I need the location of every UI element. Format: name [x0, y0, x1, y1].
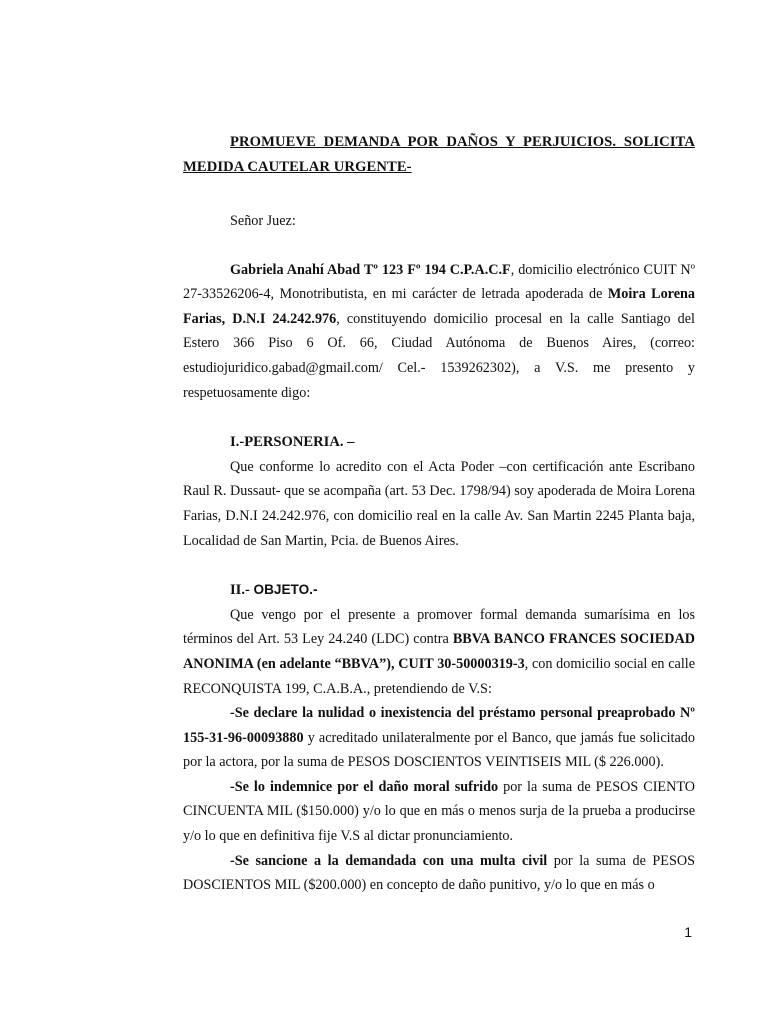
document-page [183, 130, 695, 898]
section-heading-objeto [183, 578, 695, 603]
claim-item-3-text: por la suma de PESOS DOSCIENTOS MIL ($200.000) en concepto de daño punitivo, y/o lo que en más o [183, 852, 695, 894]
claim-item-3-bold: -Se sancione a la demandada con una multa civil [230, 852, 548, 869]
objeto-text-1: Que vengo por el presente a promover formal demanda sumarísima en los términos del Art. 53 Ley 24.240 (LDC) contra [183, 606, 695, 648]
lawyer-name: Gabriela Anahí Abad Tº 123 Fº 194 C.P.A.C.F [230, 261, 511, 278]
claim-item-1 [183, 701, 695, 775]
personeria-paragraph: Que conforme lo acredito con el Acta Poder –con certificación ante Escribano Raul R. Dussaut- que se acompaña (art. 53 Dec. 1798/94) soy apoderada de Moira Lorena Farias, D.N.I 24.242.976, con domicilio real en la calle Av. San Martin 2245 Planta baja, Localidad de San Martin, Pcia. de Buenos Aires. [183, 458, 695, 549]
claim-item-2-bold: -Se lo indemnice por el daño moral sufrido [230, 778, 499, 795]
section-heading-personeria: I.-PERSONERIA. – [230, 434, 355, 451]
objeto-text-2: , con domicilio social en calle RECONQUISTA 199, C.A.B.A., pretendiendo de V.S: [183, 655, 695, 697]
client-name: Moira Lorena Farias, D.N.I 24.242.976 [183, 286, 695, 327]
claim-item-1-text: y acreditado unilateralmente por el Banco, que jamás fue solicitado por la actora, por la suma de PESOS DOSCIENTOS VEINTISEIS MIL ($ 226.000). [183, 729, 695, 771]
defendant-name: BBVA BANCO FRANCES SOCIEDAD ANONIMA (en adelante “BBVA”), CUIT 30-50000319-3 [183, 631, 695, 672]
document-title: PROMUEVE DEMANDA POR DAÑOS Y PERJUICIOS. SOLICITA MEDIDA CAUTELAR URGENTE- [183, 134, 695, 175]
intro-paragraph [183, 258, 695, 406]
claim-item-2 [183, 775, 695, 849]
page-number: 1 [684, 924, 692, 940]
claim-item-3 [183, 849, 695, 898]
intro-text-2: , constituyendo domicilio procesal en la calle Santiago del Estero 366 Piso 6 Of. 66, Ciudad Autónoma de Buenos Aires, (correo: estudiojuridico.gabad@gmail.com/ Cel.- 1539262302), a V.S. me presento y respetuosamente digo: [183, 310, 695, 401]
intro-text-1: , domicilio electrónico CUIT Nº 27-33526206-4, Monotributista, en mi carácter de letrada apoderada de [183, 261, 695, 303]
claim-item-1-bold: -Se declare la nulidad o inexistencia del préstamo personal preaprobado Nº 155-31-96-00093880 [183, 705, 695, 746]
section-title: OBJETO.- [253, 582, 318, 598]
objeto-paragraph [183, 603, 695, 701]
salutation: Señor Juez: [230, 213, 296, 229]
section-number: II.- [230, 582, 254, 599]
claim-item-2-text: por la suma de PESOS CIENTO CINCUENTA MIL ($150.000) y/o lo que en más o menos surja de la prueba a producirse y/o lo que en definitiva fije V.S al dictar pronunciamiento. [183, 778, 695, 845]
